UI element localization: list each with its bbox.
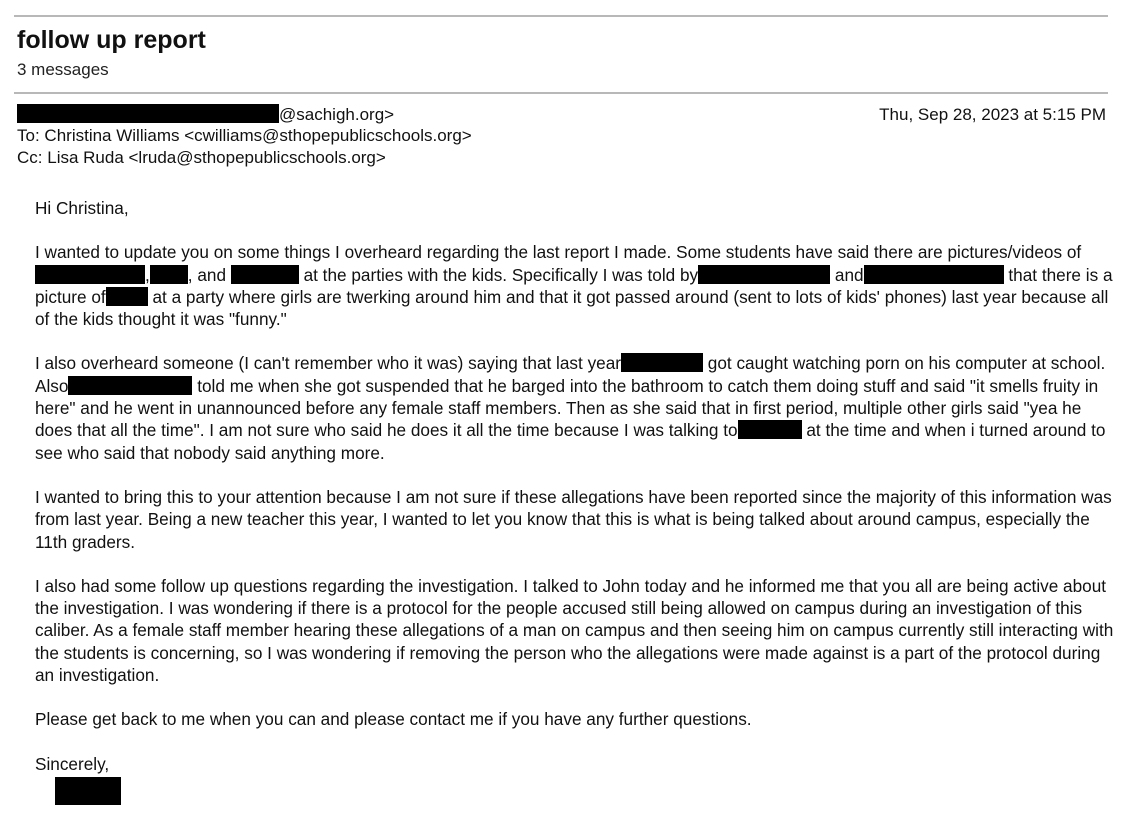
redacted-name: [35, 265, 145, 284]
sender-line: [17, 104, 394, 125]
redacted-signature: [55, 777, 121, 805]
paragraph-5: Please get back to me when you can and please contact me if you have any further questions.: [35, 709, 752, 730]
cc-label: Cc:: [17, 148, 43, 167]
redacted-name: [698, 265, 830, 284]
redacted-sender-name: [17, 104, 279, 123]
redacted-name: [231, 265, 299, 284]
text-segment: got caught watching porn on his computer at school. Also: [35, 353, 1106, 396]
text-segment: at a party where girls are twerking around him and that it got passed around (sent to lots of kids' phones) last year because all of the kids thought it was "funny.": [35, 286, 1109, 330]
message-count: 3 messages: [17, 60, 109, 79]
sign-off: Sincerely,: [35, 753, 110, 774]
paragraph-4: I also had some follow up questions regarding the investigation. I talked to John today and he informed me that you all are being active about the investigation. I was wondering if there is a protocol for the people accused still being allowed on campus during an investigation of this caliber. As a female staff member hearing these allegations of a man on campus and then seeing him on campus currently still interacting with the students is concerning, so I was wondering if removing the person who the allegations were made against is a part of the protocol during an investigation.: [35, 575, 1114, 686]
to-recipient: Christina Williams <cwilliams@sthopepublicschools.org>: [44, 126, 472, 145]
redacted-name: [150, 265, 188, 284]
to-label: To:: [17, 126, 40, 145]
redacted-name: [864, 265, 1004, 284]
text-segment: , and: [187, 264, 227, 285]
redacted-name: [68, 376, 192, 395]
redacted-name: [738, 420, 802, 439]
redacted-name: [106, 287, 148, 306]
text-segment: at the parties with the kids. Specifically I was told by: [303, 264, 699, 285]
text-segment: ,: [145, 264, 150, 285]
cc-line: [17, 147, 386, 168]
sender-domain: @sachigh.org>: [279, 105, 395, 124]
text-segment: at the time and when i turned around to see who said that nobody said anything more.: [35, 420, 1106, 463]
text-segment: told me when she got suspended that he barged into the bathroom to catch them doing stuff and said "it smells fruity in here" and he went in unannounced before any female staff members. Then as she said that in first period, multiple other girls said "yea he does that all the time". I am not sure who said he does it all the time because I was talking to: [35, 375, 1099, 441]
message-date: Thu, Sep 28, 2023 at 5:15 PM: [879, 105, 1106, 124]
cc-recipient: Lisa Ruda <lruda@sthopepublicschools.org>: [47, 148, 386, 167]
header-divider: [14, 92, 1108, 94]
redacted-name: [621, 353, 703, 372]
top-divider: [14, 15, 1108, 17]
text-segment: I also overheard someone (I can't remember who it was) saying that last year: [35, 353, 622, 374]
text-segment: I wanted to update you on some things I overheard regarding the last report I made. Some students have said there are pictures/videos of: [35, 242, 1082, 263]
text-segment: that there is a picture of: [35, 264, 1113, 307]
paragraph-2: [35, 352, 1115, 463]
paragraph-1: [35, 241, 1115, 330]
to-line: [17, 125, 472, 146]
email-body: [35, 197, 1115, 805]
paragraph-3: I wanted to bring this to your attention because I am not sure if these allegations have been reported since the majority of this information was from last year. Being a new teacher this year, I wanted to let you know that this is what is being talked about around campus, especially the 11th graders.: [35, 486, 1112, 552]
text-segment: and: [834, 264, 864, 285]
greeting: Hi Christina,: [35, 198, 129, 218]
email-subject: follow up report: [17, 26, 206, 54]
